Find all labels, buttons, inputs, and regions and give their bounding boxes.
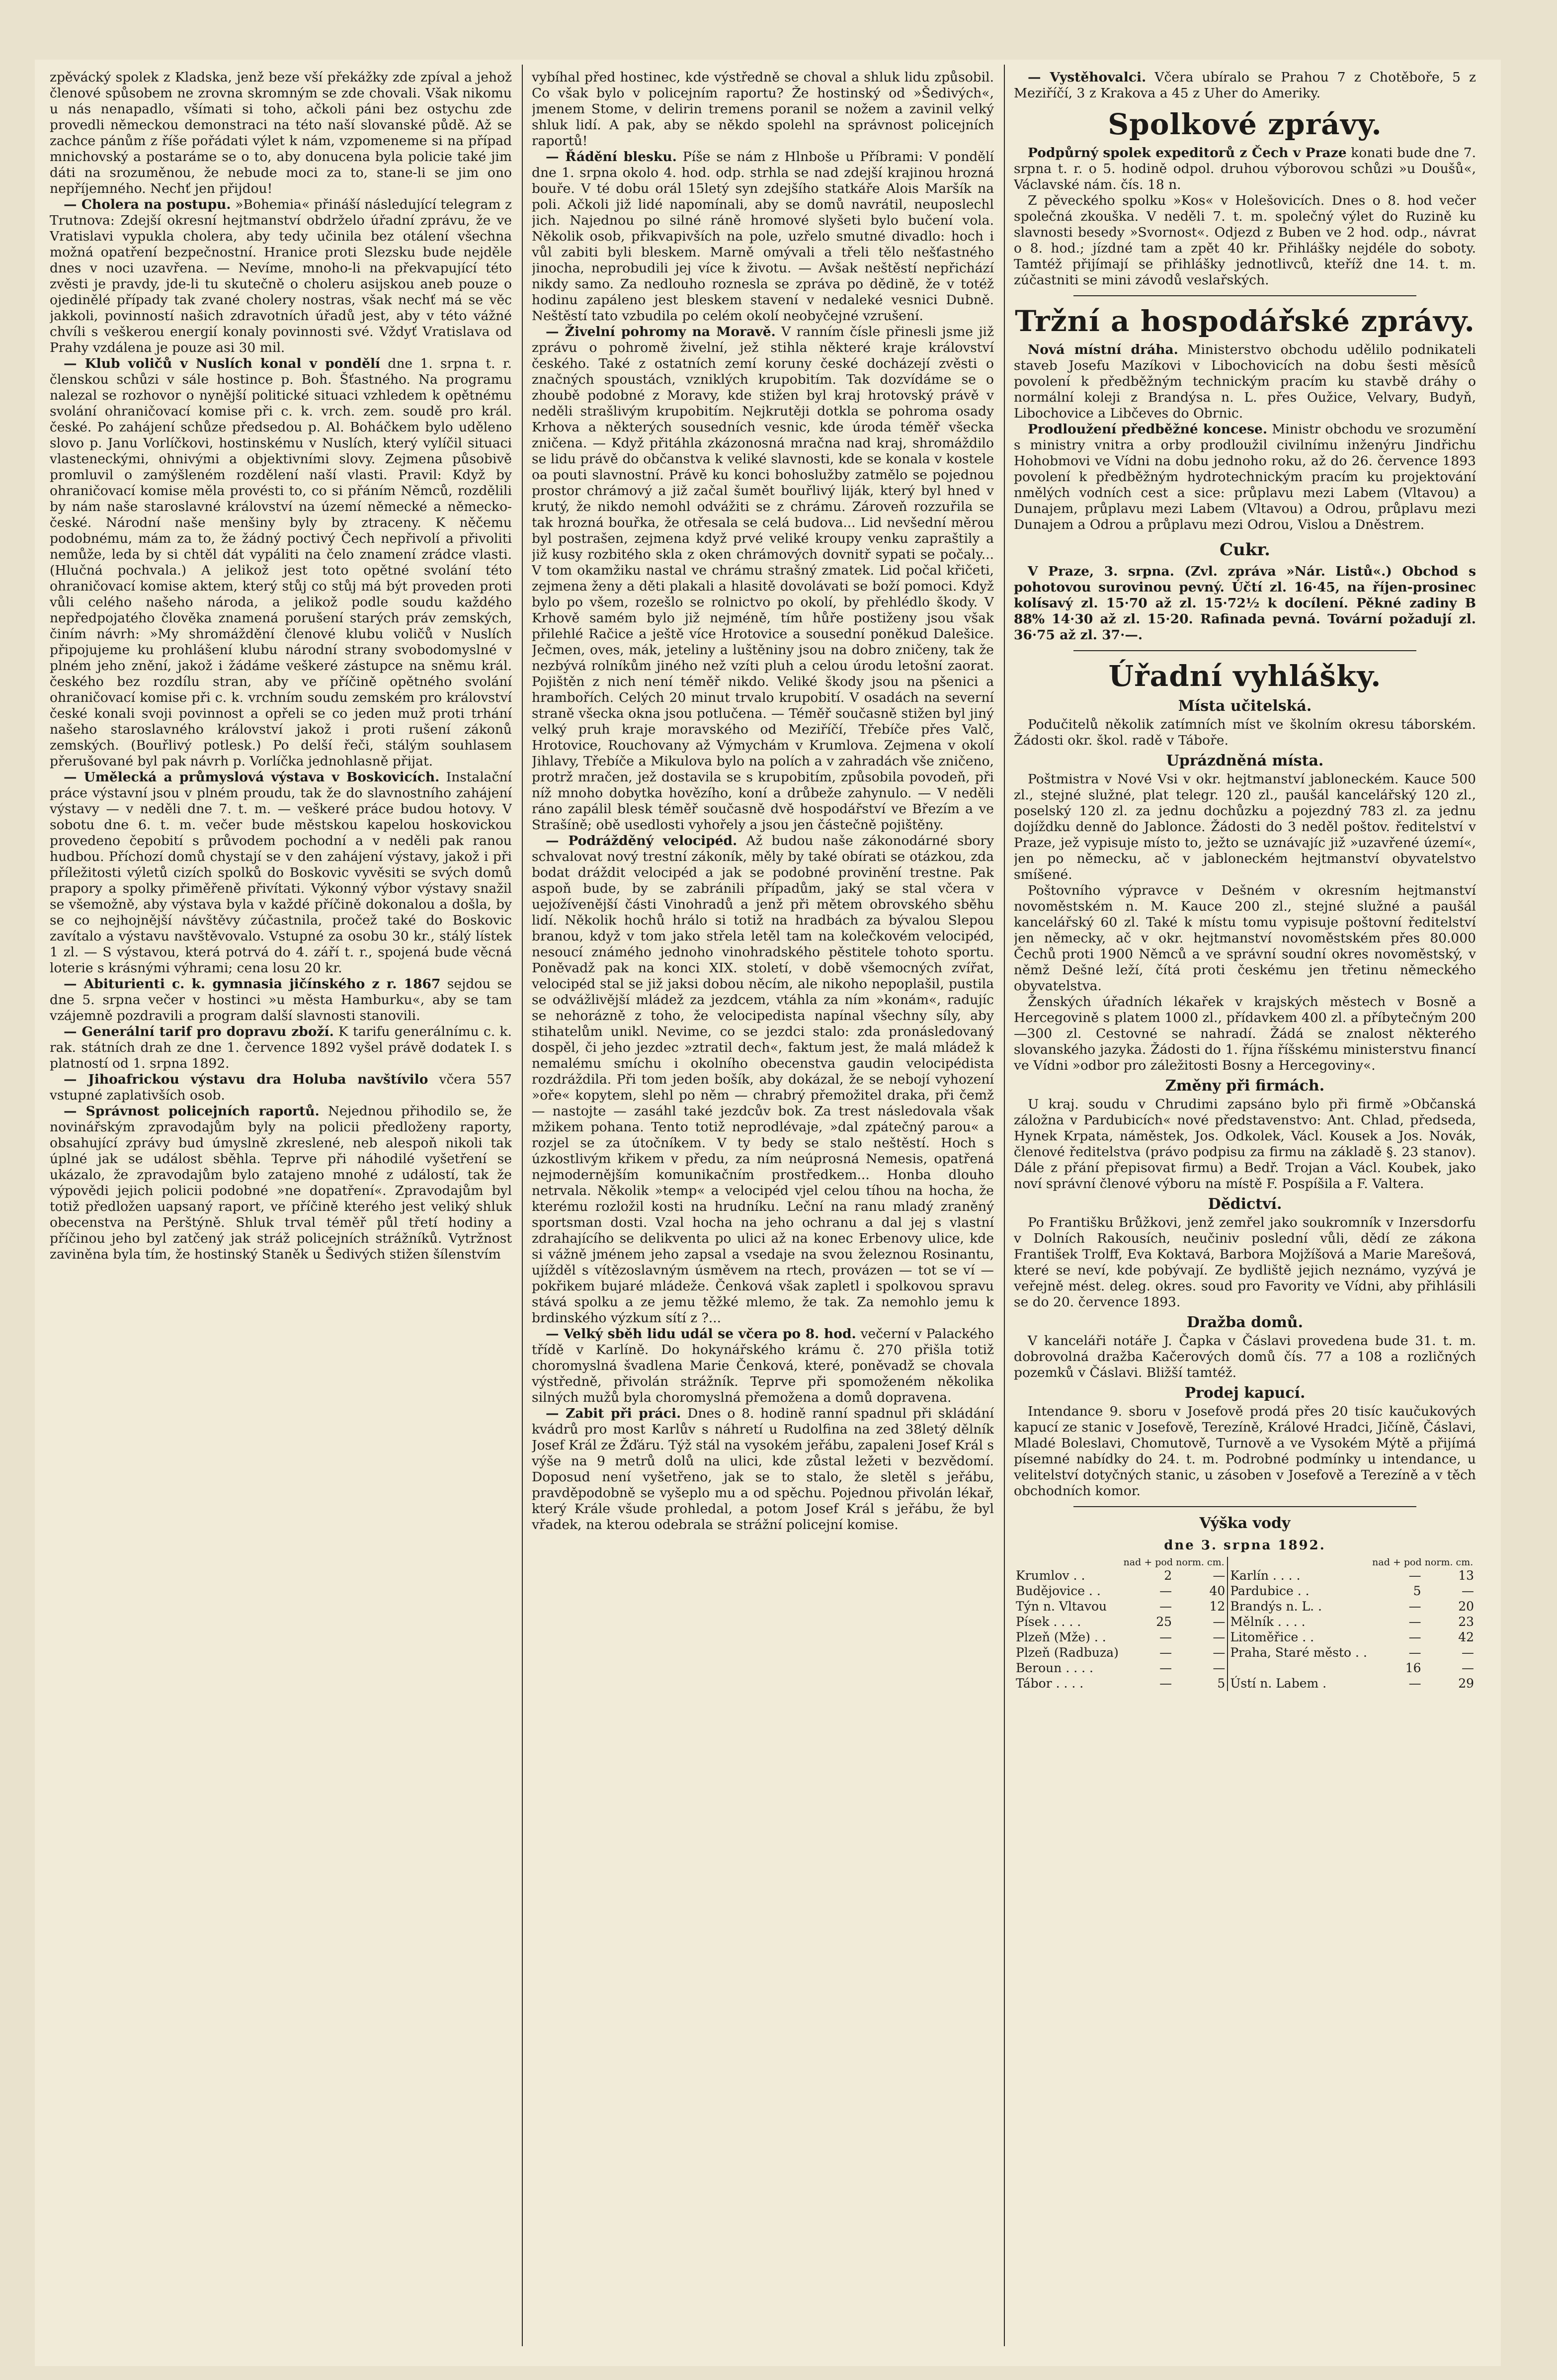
article-sbeh-lidu — [532, 1326, 994, 1406]
article-paragraph: vybíhal před hostinec, kde výstředně se choval a shluk lidu způsobil. Co však bylo v policejním raportu? Že hostinský od »Šedivých«, jmenem Stome, v delirin tremens poranil se nožem a zavinil velký shluk lidí. A pak, aby se někdo spolehl na správnost policejních raportů! — [532, 70, 994, 149]
notice-paragraph: V kanceláři notáře J. Čapka v Čáslavi provedena bude 31. t. m. dobrovolná dražba Kačerových domů čís. 77 a 108 a rozličných pozemků v Čáslavi. Bližší tamtéž. — [1014, 1333, 1476, 1380]
article-text: Dnes o 8. hodině ranní spadnul při skládání kvádrů pro most Karlův s náhretí u Rudolfina na zed 38letý dělník Josef Král ze Žďáru. Týž stál na vysokém jeřábu, zapaleni Josef Král s výše na 9 metrů dolů na ulici, kde zůstal ležeti v bezvědomí. Doposud není vyšetřeno, jak se to stalo, že sletěl s jeřábu, pravděpodobně se vyšeplo mu a od spěchu. Pojednou přivolán lékař, který Krále všude prohledal, a potom Josef Král s jeřábu, že byl vřadek, na kterou odebrala se strážní policejní komise. — [532, 1406, 994, 1532]
article-paragraph: zpěvácký spolek z Kladska, jenž beze vší překážky zde zpíval a jehož členové spůsobem ne zrovna skromným se zde chovali. Však nikomu u nás nenapadlo, všímati si toho, ačkoli páni bez ostychu zde provedli německou demonstraci na této naší slovanské půdě. Až se zachce pánům z říše pořádati výlet k nám, vzpomeneme si na případ mnichovský a postaráme se o to, aby donucena byla policie také jim dáti na srozuměnou, že nebude moci za to, stane-li se jim ono nepříjemného. Nechť jen přijdou! — [50, 70, 512, 196]
newspaper-page — [35, 60, 1501, 2366]
article-text: Píše se nám z Hlnboše u Příbrami: V pondělí dne 1. srpna okolo 4. hod. odp. strhla se nad zdejší krajinou hrozná bouře. V té dobu orál 15letý syn zdejšího statkáře Alois Maršík na poli. Ačkoli již lidé napomínali, aby se domů navrátil, neuposlechl jich. Najednou po silné ráně hromové slyšeti bylo bučení vola. Několik osob, přikvapivších na pole, uzřelo smutné divadlo: hoch i vůl zabiti byli bleskem. Marně omývali a třeli tělo nešťastného jinocha, neprobudili jej více k životu. — Avšak neštěstí nepřichází nikdy samo. Za nedlouho roznesla se zpráva po dědině, že v totéž hodinu zapáleno jest bleskem stavení v nedaleké vesnici Dubně. Neštěstí tato vzbudila po celém okolí neobyčejné vzrušení. — [532, 149, 994, 324]
column-rule — [522, 65, 523, 2346]
article-heading: — Abiturienti c. k. gymnasia jičínského z r. 1867 — [64, 976, 441, 992]
table-cell: — — [1408, 1615, 1421, 1629]
article-holub — [50, 1072, 512, 1104]
table-cell — [1228, 1660, 1370, 1676]
subheading-drazba: Dražba domů. — [1186, 1314, 1304, 1331]
table-cell: 20 — [1458, 1599, 1474, 1614]
article-text: Ministr obchodu ve srozumění s ministry vnitra a orby prodloužil civilnímu inženýru Jindřichu Hohobmovi ve Vídni na dobu jednoho roku, až do 26. července 1893 povolení k předběžným hydrotechnickým pracím ku projektování nmělých vodních cest a sice: průplavu mezi Labem (Vltavou) a Dunajem, průplavu mezi Labem (Vltavou) a Odrou, průplavu mezi Dunajem a Odrou a průplavu mezi Odrou, Vislou a Dněstrem. — [1014, 422, 1476, 532]
divider — [1073, 295, 1416, 296]
article-text: Včera ubíralo se Prahou 7 z Chotěboře, 5 z Meziříčí, 3 z Krakova a 45 z Uher do Ameriky. — [1014, 70, 1476, 101]
table-cell: — — [1408, 1645, 1421, 1660]
table-cell: Karlín . . . . — [1228, 1568, 1370, 1583]
article-vystava-boskovice — [50, 769, 512, 976]
article-heading: — Řádění blesku. — [546, 149, 677, 165]
table-row — [1014, 1583, 1476, 1599]
table-row — [1014, 1645, 1476, 1660]
article-text: »Bohemia« přináší následující telegram z Trutnova: Zdejší okresní hejtmanství obdrželo úřadní zprávu, že ve Vratislavi vypukla cholera, aby tedy učinila bez otálení všechna možná opatření bezpečnostní. Hranice proti Slezsku bude nejděle dnes v noci uzavřena. — Nevíme, mnoho-li na překvapující této zvěsti je pravdy, jde-li tu skutečně o choleru asijskou aneb pouze o ojedinělé případy tak zvané cholery nostras, však nechť má se věc jakkoli, povinností našich zdravotních úřadů jest, aby v této vážné chvíli s veškerou energií konaly povinnosti své. Vždyť Vratislava od Prahy vzdálena je pouze asi 30 mil. — [50, 197, 512, 355]
table-cell: 2 — [1164, 1568, 1172, 1583]
article-cholera — [50, 197, 512, 356]
table-cell: Týn n. Vltavou — [1016, 1599, 1107, 1614]
table-cell: — — [1159, 1676, 1172, 1691]
table-cell: — — [1408, 1568, 1421, 1583]
article-cukr: V Praze, 3. srpna. (Zvl. zpráva »Nár. Listů«.) Obchod s pohotovou surovinou pevný. Účtí zl. 16·45, na říjen-prosinec kolísavý zl. 15·70 až zl. 15·72½ k docílení. Pěkné zadiny B 88% 14·30 až zl. 15·20. Rafinada pevná. Tovární požadují zl. 36·75 až zl. 37·—. — [1014, 564, 1476, 643]
table-cell: Mělník . . . . — [1228, 1614, 1370, 1629]
table-cell: Ústí n. Labem . — [1228, 1676, 1370, 1691]
article-heading: Podpůrný spolek expeditorů z Čech v Praze — [1028, 145, 1347, 161]
table-cell: — — [1462, 1661, 1474, 1675]
table-cell: — — [1213, 1645, 1226, 1660]
article-text: večerní v Palackého třídě v Karlíně. Do hokynářského krámu č. 270 přišla totiž choromyslná švadlena Marie Čenková, které, poněvadž se chovala výstředně, přivolán strážník. Teprve při spomoženém několika silných mužů byla choromyslná přemožena a domů dopravena. — [532, 1326, 994, 1405]
table-cell: — — [1159, 1599, 1172, 1614]
water-level-body — [1014, 1568, 1476, 1691]
article-heading: Nová místní dráha. — [1028, 342, 1178, 357]
article-tarif — [50, 1024, 512, 1072]
article-raporty — [50, 1104, 512, 1263]
table-row — [1014, 1599, 1476, 1614]
table-cell: 23 — [1458, 1615, 1474, 1629]
article-heading: — Správnost policejních raportů. — [64, 1104, 320, 1119]
article-text: konati bude dne 7. srpna t. r. o 5. hodině odpol. druhou výborovou schůzi »u Doušů«, Václavské nám. čís. 18 n. — [1014, 145, 1476, 192]
notice-paragraph: Po Františku Brůžkovi, jenž zemřel jako soukromník v Inzersdorfu v Dolních Rakousích, neučiniv poslední vůli, dědí ze zákona František Trolff, Eva Koktavá, Barbora Mojžíšová a Marie Marešová, které se neví, kde pobývají. Ze bydliště jejich neznámo, vyzývá je veřejně mést. deleg. okres. soud pro Favority ve Vídni, aby přihlásili se do 20. července 1893. — [1014, 1215, 1476, 1310]
subheading-vyska-vody: Výška vody — [1199, 1515, 1291, 1532]
column-middle — [532, 70, 994, 2336]
article-heading: — Podrážděný velocipéd. — [546, 833, 738, 849]
article-pohromy — [532, 324, 994, 833]
subheading-zmeny: Změny při firmách. — [1165, 1077, 1325, 1095]
article-text: včera 557 vstupné zaplativších osob. — [50, 1072, 512, 1103]
divider — [1073, 1506, 1416, 1507]
column-right — [1014, 70, 1476, 2336]
table-cell: Plzeň (Radbuza) — [1016, 1645, 1119, 1660]
table-cell: — — [1408, 1599, 1421, 1614]
table-cell: — — [1408, 1630, 1421, 1644]
table-cell: Budějovice . . — [1016, 1584, 1101, 1598]
table-header-row — [1014, 1557, 1476, 1568]
table-cell: — — [1213, 1661, 1226, 1675]
article-draha — [1014, 342, 1476, 422]
table-cell: — — [1159, 1584, 1172, 1598]
column-rule — [1004, 65, 1005, 2346]
article-velociped — [532, 833, 994, 1326]
table-cell: Pardubice . . — [1228, 1583, 1370, 1599]
table-row — [1014, 1568, 1476, 1583]
table-row — [1014, 1660, 1476, 1676]
notice-paragraph: Ženských úřadních lékařek v krajských městech v Bosně a Hercegovině s platem 1000 zl., přídavkem 400 zl. a příbytečným 200—300 zl. Cestovné se nahradí. Žádá se znalost některého slovanského jazyka. Žádosti do 1. října říšskému ministerstvu financí ve Vídni »odbor pro záležitosti Bosny a Hercegoviny«. — [1014, 994, 1476, 1073]
table-cell: 5 — [1217, 1676, 1226, 1691]
table-cell: 13 — [1458, 1568, 1474, 1583]
table-cell: Tábor . . . . — [1016, 1676, 1084, 1691]
table-cell: — — [1159, 1630, 1172, 1644]
section-heading-trzni: Tržní a hospodářské zprávy. — [1015, 304, 1475, 338]
notice-paragraph: U kraj. soudu v Chrudimi zapsáno bylo při firmě »Občanská záložna v Pardubicích« nové představenstvo: Ant. Chlad, předseda, Hynek Krpata, náměstek, Jos. Odkolek, Václ. Kousek a Jos. Novák, členové ředitelstva (právo podpisu za firmu na základě §. 23 stanov). Dále z přání přepisovat firmu) a Bedř. Trojan a Václ. Koubek, jako noví správní členové výboru na místě F. Pospíšila a F. Valtera. — [1014, 1097, 1476, 1191]
article-text: Až budou naše zákonodárné sbory schvalovat nový trestní zákoník, měly by také obírati se otázkou, zda bodat dráždit velocipéd a jak se podobné provinění trestne. Pak aspoň bude, by se zabránili případům, jaký se stal včera v uejožívenější části Vinohradů a jenž při mětem obrovského sběhu lidí. Několik hochů hrálo si totiž na hradbách za bývalou Slepou branou, když v tom jako střela letěl tam na kolečkovém velocipéd, nesoucí známého jednoho vinohradského pěstitele tohoto sportu. Poněvadž pak na konci XIX. století, v době všemocných zvířat, velocipéd stal se již jaksi dobou něcím, ale nikoho nepoplašil, pustila se odvážlivější mládež za jezdcem, vtáhla za ním »konám«, radujíc se nehorázně z toho, že velocipedista napínal všechny síly, aby stihatelům unikl. Nevime, co se jezdci stalo: zda pronásledovaný dospěl, či jeho jezdec »ztratil dech«, faktum jest, že malá mládež k nemalému smíchu i okolního obecenstva gaudin velocipédista rozdráždila. Při tom jeden bošík, aby dokázal, že se nebojí vyhození »oře« kopytem, slehl po něm — chrabrý přemožitel draka, při čemž — nastojte — zasáhl také jezdcův bok. Za trest následovala však mžikem pohana. Tento totiž neprodlévaje, »dal zpátečný parou« a rozjel se za útočníkem. V ty bedy se stalo neštěstí. Hoch s úzkostlivým křikem v předu, za ním neúprosná Nemesis, opatřená nejmodernějším komunikačním prostředkem... Honba dlouho netrvala. Několik »temp« a velocipéd vjel celou tíhou na hocha, že kterému rozložil kosti na hrudníku. Leční na ranu mladý zraněný sportsman dosti. Vzal hocha na jeho ochranu a dal jej s vlastní zdrahajícího se delikventa po ulici až na konec Erbenovy ulice, kde si vážně jménem jeho zapsal a vsedaje na svou železnou Rosinantu, ujížděl s vítězoslavným úsměvem na rtech, provázen — tot se ví — pokřikem bujaré mládeže. Čenková však zapletl i spolkovou spravu stává spolku a ze jemu těžké mlemo, že tak. Za nemohlo jemu k brdinského výzkum sítí z ?... — [532, 833, 994, 1326]
article-heading: — Jihoafrickou výstavu dra Holuba navštívilo — [64, 1072, 428, 1087]
table-cell: Litoměřice . . — [1228, 1629, 1370, 1645]
table-cell: 29 — [1458, 1676, 1474, 1691]
subheading-dedictvi: Dědictví. — [1208, 1195, 1282, 1213]
table-row — [1014, 1614, 1476, 1629]
column-header: nad + pod norm. cm. — [1372, 1557, 1474, 1568]
article-heading: — Umělecká a průmyslová výstava v Boskovicích. — [64, 769, 440, 785]
article-kos: Z pěveckého spolku »Kos« v Holešovicích. Dnes o 8. hod večer společná zkouška. V neděli 7. t. m. společný výlet do Ruzině ku slavnosti besedy »Svornost«. Odjezd z Buben ve 2 hod. odp., návrat o 8. hod.; jízdné tam a zpět 40 kr. Přihlášky nejdéle do soboty. Tamtéž přijímají se přihlášky jednotlivců, kteříž dne 14. t. m. zúčastniti se mini závodů veslařských. — [1014, 193, 1476, 288]
table-cell: Plzeň (Mže) . . — [1016, 1630, 1106, 1644]
table-cell: 42 — [1458, 1630, 1474, 1644]
article-zabit — [532, 1406, 994, 1533]
article-heading: — Generální tarif pro dopravu zboží. — [64, 1024, 334, 1039]
table-cell: Beroun . . . . — [1016, 1661, 1093, 1675]
table-cell: — — [1159, 1661, 1172, 1675]
article-heading: — Klub voličů v Nuslích konal v pondělí — [64, 356, 381, 371]
article-text: K tarifu generálnímu c. k. rak. státních drah ze dne 1. července 1892 vyšel právě dodatek I. s platností od 1. srpna 1892. — [50, 1024, 512, 1071]
table-cell: Písek . . . . — [1016, 1615, 1081, 1629]
article-koncese — [1014, 422, 1476, 533]
table-cell: — — [1462, 1584, 1474, 1598]
water-level-table — [1014, 1557, 1476, 1691]
article-klub-volicu — [50, 356, 512, 769]
subheading-uprazdnena: Uprázdněná místa. — [1166, 752, 1324, 769]
table-cell: 40 — [1209, 1584, 1226, 1598]
subheading-mista-ucitelska: Místa učitelská. — [1178, 697, 1312, 715]
article-abiturienti — [50, 976, 512, 1024]
article-text: dne 1. srpna t. r. členskou schůzi v sále hostince p. Boh. Šťastného. Na programu nalezal se rozhovor o nynější politické situaci vzhledem k opětnému svolání ohraničovací komise při c. k. vrch. zem. soudě pro král. české. Po zahájení schůze předsedou p. Al. Boháčkem bylo uděleno slovo p. Janu Vorlíčkovi, hostinskému v Nuslích, který vylíčil situaci vlasteneckými, ohnivými a objektivními slovy. Zejmena působivě promluvil o zamýšleném rozdělení naší vlasti. Pravil: Když by ohraničovací komise měla provésti to, co si přáním Němců, rozdělili by nám naše staroslavné království na území německé a německo-české. Národní naše menšiny byly by ztraceny. K něčemu podobnému, mám za to, že žádný poctivý Čech nepřivolí a přivoliti nemůže, leda by si chtěl dát vypáliti na čelo znamení zrádce vlasti. (Hlučná pochvala.) A jelikož jest toto opětné svolání této ohraničovací komise aktem, který stůj co stůj má být proveden proti vůli celého našeho národa, a jelikož podle soudu každého nepředpojatého člověka znamená porušení starých práv zemských, činím návrh: »My shromáždění členové klubu voličů v Nuslích připojujeme ku prohlášení klubu národní strany svobodomyslné v plném jeho znění, jakož i žádáme veškeré zástupce na sněmu král. českého bez rozdílu stran, aby ve příčině opětného svolání ohraničovací komise při c. k. vrchním soudu zemském pro království české konali svoji povinnost a opřeli se co jeden muž proti trhání našeho staroslavného království jakož i proti rušení zákonů zemských. (Bouřlivý potlesk.) Po delší řeči, stálým souhlasem přerušované byl pak návrh p. Vorlíčka jednohlasně přijat. — [50, 356, 512, 769]
section-heading-spolkove: Spolkové zprávy. — [1108, 107, 1382, 141]
article-text: Nejednou přihodilo se, že novinářským zpravodajům byly na policii předloženy raporty, obsahující zprávy bud úmyslně zkreslené, neb alespoň nikoli tak úplné jak se událost sběhla. Teprve při náhodilé vyšetření se ukázalo, že zpravodajům bylo zatajeno mnohé z událostí, tak že výpovědi jejich policii podobné »ne dopatření«. Zpravodajům byl totiž předložen uapsaný raport, ve příčině kterého jest veliký shluk obecenstva na Perštýně. Shluk trval téměř půl třetí hodiny a příčinou jeho byl zatčený jak stráž policejních strážníků. Vytržnost zaviněna byla tím, že hostinský Staněk u Šedivých stižen šílenstvím — [50, 1104, 512, 1262]
table-row — [1014, 1676, 1476, 1691]
table-cell: 16 — [1405, 1661, 1421, 1675]
article-text: Instalační práce výstavní jsou v plném proudu, tak že do slavnostního zahájení výstavy — v neděli dne 7. t. m. — veškeré práce budou hotovy. V sobotu dne 6. t. m. večer bude městskou kapelou hoskovickou provedeno čepobití s průvodem pochodní a v neděli pak ranou hudbou. Příchozí domů chystají se v den zahájení výstavy, jakož i při příležitosti výletů cizích spolků do Boskovic vyvěsiti se svých domů prapory a spolky přiměřeně přivítati. Výkonný výbor výstavy snažil se všemožně, aby výstava byla v každé příčině dokonalou a došla, by se co nejhojnější návštěvy zúčastnila, pročež také do Boskovic zavítalo a výstavu navštěvovalo. Vstupné za osobu 30 kr., stálý lístek 1 zl. — S výstavou, která potrvá do 4. září t. r., spojená bude věcná loterie s krásnými výhrami; cena losu 20 kr. — [50, 769, 512, 976]
article-text: sejdou se dne 5. srpna večer v hostinci »u města Hamburku«, aby se tam vzájemně pozdravili a program další slavnosti stanovili. — [50, 976, 512, 1023]
table-cell: Praha, Staré město . . — [1228, 1645, 1370, 1660]
subheading-cukr: Cukr. — [1220, 540, 1270, 560]
table-cell: 12 — [1209, 1599, 1226, 1614]
vyska-date: dne 3. srpna 1892. — [1164, 1538, 1326, 1553]
article-heading: — Vystěhovalci. — [1028, 70, 1147, 85]
article-text: V ranním čísle přinesli jsme již zprávu o pohromě živelní, jež stihla některé kraje království českého. Také z ostatních zemí koruny české docházejí zvěsti o značných spoustách, vzniklých krupobitím. Tak dozvídáme se o zhoubě podobné z Moravy, kde stižen byl kraj hrotovský právě v neděli strašlivým krupobitím. Nejkrutěji dotkla se pohroma osady Krhova a některých sousedních vesnic, kde úroda téměř všecka zničena. — Když přitáhla zkázonosná mračna nad kraj, shromáždilo se lidu právě do občanstva k veliké slavnosti, kde se konala v kostele oa pouti slavnostní. Právě ku konci bohoslužby zatmělo se pojednou prostor chrámový a již začal šumět bouřlivý liják, který byl hned v krutý, že nikdo nemohl odvážiti se z chrámu. Zároveň rozzuřila se tak hrozná bouřka, že otřesala se celá budova... Lid nevšední měrou byl postrašen, zejmena když prvé veliké kroupy venku zapraštily a již kusy rozbitého skla z oken chrámových dovnitř sypati se počaly... V tom okamžiku nastal ve chrámu strašný zmatek. Lid počal křičeti, zejmena ženy a děti plakali a hlasitě dovolávati se boží pomoci. Když bylo po všem, rozešlo se rolnictvo po okolí, by přehlédlo škody. V Krhově samém bylo již nejméně, tím hůře postiženy jsou však přilehlé Račice a ještě více Hrotovice a sousední poněkud Dalešice. Ječmen, oves, mák, jeteliny a luštěniny jsou na dobro zničeny, tak že nezbývá rolníkům jiného než vzíti pluh a celou úrodu letošní zaorat. Pojištěn z nich není téměř nikdo. Veliké škody jsou na pšenici a hrambořích. Celých 20 minut trvalo krupobití. V osadách na severní straně všecka okna jsou potlučena. — Téměř současně stižen byl jiný velký pruh kraje moravského od Meziříčí, Třebíče přes Valč, Hrotovice, Rouchovany až Výmychám v Krumlova. Zejmena v okolí Jihlavy, Třebíče a Mikulova bylo na polích a v zahradách vše zničeno, protrž mračen, jež dostavila se s krupobitím, způsobila povodeň, při níž mnoho dobytka hovězího, koní a drůbeže zahynulo. — V neděli ráno zapálil blesk téměř současně dvě hospodářství ve Březím a ve Strašíně; obě usedlosti vyhořely a jsou jen částečně pojištěny. — [532, 324, 994, 833]
subheading-prodej: Prodej kapucí. — [1184, 1384, 1306, 1402]
article-blesk — [532, 149, 994, 324]
article-podpurny-spolek — [1014, 145, 1476, 193]
article-heading: — Cholera na postupu. — [64, 197, 231, 212]
notice-paragraph: Intendance 9. sboru v Josefově prodá přes 20 tisíc kaučukových kapucí ze stanic v Josefově, Terezíně, Králové Hradci, Jičíně, Čáslavi, Mladé Boleslavi, Chomutově, Turnově a ve Vysokém Mýtě a přijímá písemné nabídky do 24. t. m. Podrobné podmínky u intendance, u velitelství dotyčných stanic, u zásoben v Josefově a Terezíně a v těch obchodních komor. — [1014, 1404, 1476, 1499]
table-cell: — — [1408, 1676, 1421, 1691]
table-row — [1014, 1629, 1476, 1645]
section-heading-uradni: Úřadní vyhlášky. — [1108, 659, 1382, 693]
table-cell: — — [1213, 1615, 1226, 1629]
article-vystehovalci — [1014, 70, 1476, 101]
column-header: nad + pod norm. cm. — [1123, 1557, 1225, 1568]
table-cell: Brandýs n. L. . — [1228, 1599, 1370, 1614]
article-heading: — Živelní pohromy na Moravě. — [546, 324, 776, 340]
table-cell: — — [1213, 1568, 1226, 1583]
table-cell: 25 — [1156, 1615, 1172, 1629]
table-cell: 5 — [1413, 1584, 1421, 1598]
table-cell: — — [1462, 1645, 1474, 1660]
table-cell: — — [1213, 1630, 1226, 1644]
table-cell: Krumlov . . — [1016, 1568, 1085, 1583]
article-text: Ministerstvo obchodu udělilo podnikateli staveb Josefu Mazíkovi v Libochovicích na dobu šesti měsíců povolení k předběžným technickým pracím ku stavbě dráhy o normální koleji z Brandýsa n. L. přes Oužice, Velvary, Budyň, Libochovice a Libčeves do Obrnic. — [1014, 342, 1476, 421]
notice-paragraph: Poštovního výpravce v Dešném v okresním hejtmanství novoměstském n. M. Kauce 200 zl., stejné služné a paušál kancelářský 60 zl. Také k místu tomu vypisuje poštovní ředitelství jen německy, ač v okr. hejtmanství novoměstském přes 80.000 Čechů proti 1900 Němců a ve správní soudní okres novoměstský, v němž Dešné leží, čítá proti českému jen třetinu německého obyvatelstva. — [1014, 883, 1476, 994]
column-left — [50, 70, 512, 2336]
notice-paragraph: Podučitelů několik zatímních míst ve školním okresu táborském. Žádosti okr. škol. radě v Táboře. — [1014, 717, 1476, 748]
notice-paragraph: Poštmistra v Nové Vsi v okr. hejtmanství jabloneckém. Kauce 500 zl., stejné služné, plat telegr. 120 zl., paušál kancelářský 120 zl., poselský 120 zl. za jednu dochůzku a pojezdný 783 zl. za jednu dojíždku denně do Jablonce. Žádosti do 3 neděl poštov. ředitelství v Praze, jež vypisuje místo to, ježto se uznávajíc již »uzavřené území«, jen po německu, ač v jabloneckém hejtmanství obyvatelstvo smíšené. — [1014, 771, 1476, 882]
article-heading: Prodloužení předběžné koncese. — [1028, 422, 1268, 437]
divider — [1073, 650, 1416, 651]
article-heading: — Zabit při práci. — [546, 1406, 681, 1421]
article-heading: — Velký sběh lidu udál se včera po 8. hod. — [546, 1326, 856, 1342]
table-cell: — — [1159, 1645, 1172, 1660]
